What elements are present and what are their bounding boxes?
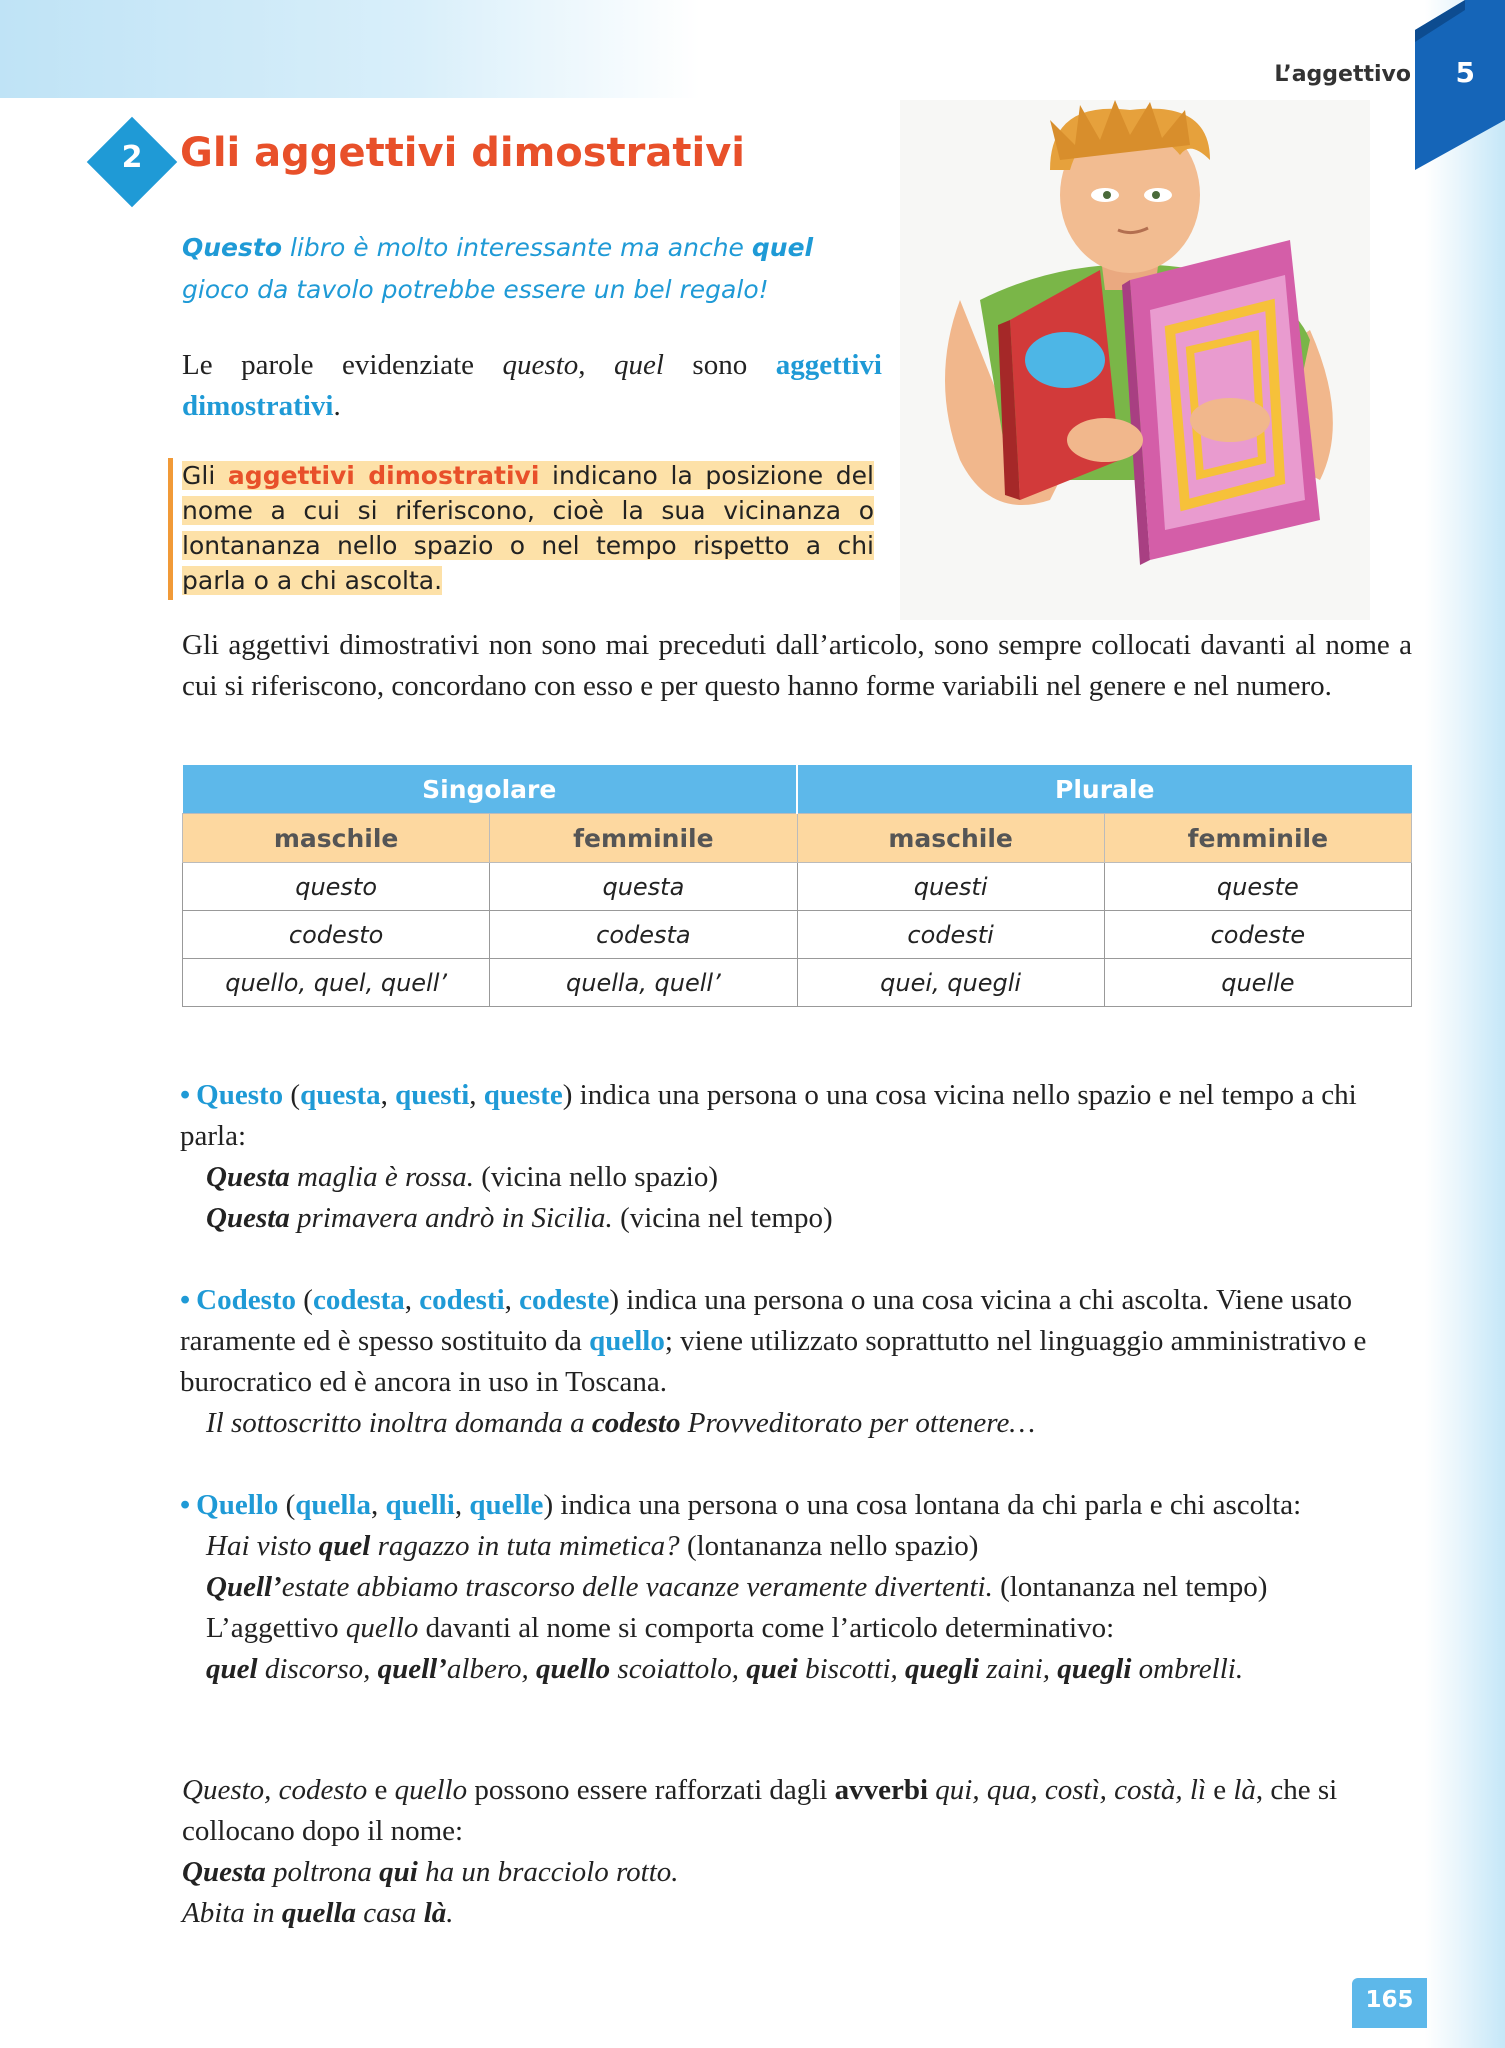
table-subheader: femminile bbox=[1104, 814, 1411, 863]
chapter-title: L’aggettivo bbox=[1274, 62, 1411, 87]
boy-with-books-illustration bbox=[900, 100, 1370, 620]
table-row bbox=[183, 911, 1412, 959]
table-subheader: maschile bbox=[183, 814, 490, 863]
table-cell: codesto bbox=[183, 911, 490, 959]
table-cell: questa bbox=[490, 863, 797, 911]
section-number: 2 bbox=[121, 140, 143, 175]
table-cell: questo bbox=[183, 863, 490, 911]
page-number: 165 bbox=[1365, 1987, 1414, 2013]
intro-paragraph: Le parole evidenziate questo, quel sono aggettivi dimostrativi. bbox=[182, 349, 882, 422]
table-cell: quei, quegli bbox=[797, 959, 1104, 1007]
closing-paragraph: Questo, codesto e quello possono essere rafforzati dagli avverbi qui, qua, costì, costà, lì e là, che si collocano dopo il nome: Questa poltrona qui ha un bracciolo rotto. Abita in quella casa là. bbox=[182, 1774, 1338, 1929]
definition-text: Gli aggettivi dimostrativi indicano la posizione del nome a cui si riferiscono, cioè la sua vicinanza o lontananza nello spazio o nel tempo rispetto a chi parla o a chi ascolta. bbox=[182, 461, 874, 595]
table-group-header: Singolare bbox=[183, 765, 798, 814]
table-row bbox=[183, 959, 1412, 1007]
chapter-number: 5 bbox=[1455, 56, 1475, 89]
table-cell: quelle bbox=[1104, 959, 1411, 1007]
bullet-quello: • Quello (quella, quelli, quelle) indica una persona o una cosa lontana da chi parla e chi ascolta: Hai visto quel ragazzo in tuta mimetica? (lontananza nello spazio) Quell’estate abbiamo trascorso delle vacanze veramente divertenti. (lontananza nel tempo) L’aggettivo quello davanti al nome si comporta come l’articolo determinativo: quel discorso, quell’albero, quello scoiattolo, quei biscotti, quegli zaini, quegli ombrelli. bbox=[180, 1489, 1302, 1685]
table-cell: codesti bbox=[797, 911, 1104, 959]
top-decoration-band bbox=[0, 0, 700, 98]
table-subheader: maschile bbox=[797, 814, 1104, 863]
explanation-paragraph: Gli aggettivi dimostrativi non sono mai preceduti dall’articolo, sono sempre collocati davanti al nome a cui si riferiscono, concordano con esso e per questo hanno forme variabili nel genere e nel numero. bbox=[182, 629, 1412, 702]
table-cell: questi bbox=[797, 863, 1104, 911]
table-cell: codesta bbox=[490, 911, 797, 959]
table-cell: quella, quell’ bbox=[490, 959, 797, 1007]
table-cell: quello, quel, quell’ bbox=[183, 959, 490, 1007]
bullet-codesto: • Codesto (codesta, codesti, codeste) indica una persona o una cosa vicina a chi ascolta. Viene usato raramente ed è spesso sostituito da quello; viene utilizzato soprattutto nel linguaggio amministrativo e burocratico ed è ancora in uso in Toscana. Il sottoscritto inoltra domanda a codesto Provveditorato per ottenere… bbox=[180, 1284, 1367, 1439]
bullet-questo: • Questo (questa, questi, queste) indica una persona o una cosa vicina nello spazio e nel tempo a chi parla: Questa maglia è rossa. (vicina nello spazio) Questa primavera andrò in Sicilia. (vicina nel tempo) bbox=[180, 1079, 1357, 1234]
intro-quote: Questo libro è molto interessante ma anche quel gioco da tavolo potrebbe essere un bel regalo! bbox=[182, 233, 814, 304]
side-decoration-band bbox=[1425, 0, 1505, 2048]
table-subheader: femminile bbox=[490, 814, 797, 863]
table-cell: queste bbox=[1104, 863, 1411, 911]
demonstrative-forms-table bbox=[182, 765, 1412, 1007]
table-row bbox=[183, 863, 1412, 911]
table-cell: codeste bbox=[1104, 911, 1411, 959]
section-title: Gli aggettivi dimostrativi bbox=[180, 130, 745, 176]
table-group-header: Plurale bbox=[797, 765, 1412, 814]
